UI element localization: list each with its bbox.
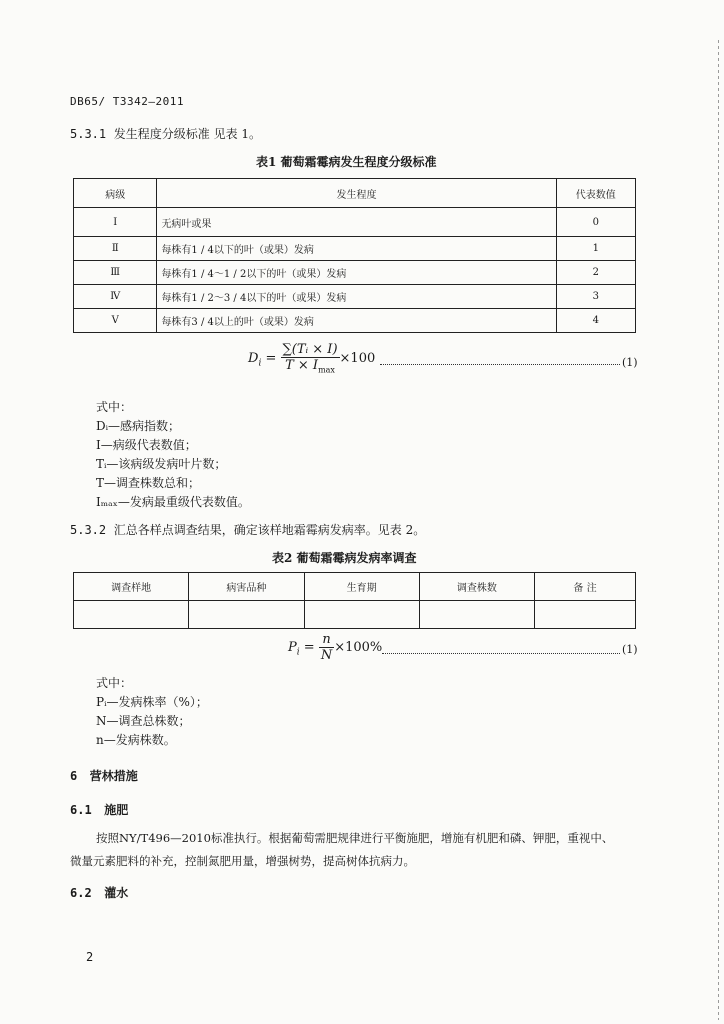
value-cell: 0 (556, 208, 635, 237)
scan-edge (718, 40, 719, 1020)
where-title: 式中： (96, 400, 133, 414)
table-row (74, 261, 636, 285)
where-item: Dᵢ—感病指数； (96, 419, 181, 433)
formula-denominator: N (320, 648, 333, 663)
where-item: N—调查总株数； (96, 714, 191, 728)
clause-5-3-2 (70, 521, 425, 538)
clause-text: 汇总各样点调查结果，确定该样地霜霉病发病率。见表 2。 (113, 523, 426, 537)
clause-number: 5.3.1 (70, 127, 107, 141)
formula-disease-index (248, 342, 375, 375)
header-cell: 备 注 (535, 573, 636, 601)
header-cell: 调查样地 (74, 573, 189, 601)
header-cell: 病害品种 (189, 573, 304, 601)
formula-fraction (281, 342, 340, 375)
section-6-2-heading (70, 884, 128, 901)
empty-cell (189, 601, 304, 629)
clause-number: 5.3.2 (70, 523, 107, 537)
formula-lhs: D (248, 350, 259, 366)
header-cell: 生育期 (304, 573, 419, 601)
equation-number: (1) (622, 643, 638, 656)
formula-numerator: n (319, 632, 334, 648)
section-title: 施肥 (104, 803, 129, 817)
page-number: 2 (86, 950, 94, 964)
formula-tail: ×100% (334, 640, 383, 655)
clause-text: 发生程度分级标准 见表 1。 (113, 127, 262, 141)
formula-lhs: P (288, 640, 297, 655)
clause-5-3-1 (70, 125, 261, 142)
table1-caption: 表1 葡萄霜霉病发生程度分级标准 (256, 155, 437, 169)
where-item: n—发病株数。 (96, 733, 176, 747)
where-item: T—调查株数总和； (96, 476, 201, 490)
formula-lhs-sub: i (296, 647, 300, 658)
formula-incidence-rate (288, 632, 382, 663)
grade-cell: Ⅴ (74, 309, 157, 333)
value-cell: 2 (556, 261, 635, 285)
formula-den-main: T × I (285, 358, 319, 373)
formula-fraction (319, 632, 334, 663)
section-title: 营林措施 (89, 769, 138, 783)
table-header-row (74, 179, 636, 208)
formula-equals: = (265, 350, 277, 366)
table-row (74, 237, 636, 261)
table-row (74, 309, 636, 333)
value-cell: 1 (556, 237, 635, 261)
section-6-heading (70, 767, 138, 784)
severity-cell: 每株有1 / 4以下的叶（或果）发病 (157, 237, 556, 261)
table-header-row (74, 573, 636, 601)
formula-numerator: ∑(Tᵢ × I) (282, 342, 338, 357)
section-title: 灌水 (104, 886, 129, 900)
paragraph-line: 微量元素肥料的补充，控制氮肥用量，增强树势，提高树体抗病力。 (70, 854, 415, 868)
leader-dots (382, 653, 620, 654)
equation-number: (1) (622, 356, 638, 369)
table2-caption: 表2 葡萄霜霉病发病率调查 (272, 551, 417, 565)
where-item: I—病级代表数值； (96, 438, 197, 452)
formula-den-sub: max (318, 365, 335, 375)
value-cell: 3 (556, 285, 635, 309)
header-cell: 调查株数 (419, 573, 534, 601)
formula-denominator (281, 358, 340, 375)
section-number: 6.2 (70, 886, 92, 900)
value-cell: 4 (556, 309, 635, 333)
table-row (74, 601, 636, 629)
grade-cell: Ⅳ (74, 285, 157, 309)
standard-code: DB65/ T3342—2011 (70, 95, 184, 108)
leader-dots (380, 364, 620, 365)
section-number: 6.1 (70, 803, 92, 817)
table-row (74, 208, 636, 237)
empty-cell (419, 601, 534, 629)
grade-cell: Ⅲ (74, 261, 157, 285)
empty-cell (535, 601, 636, 629)
where-item: Tᵢ—该病级发病叶片数； (96, 457, 227, 471)
formula-lhs-sub: i (258, 358, 262, 369)
where-item: Pᵢ—发病株率（%）； (96, 695, 208, 709)
paragraph-line: 按照NY/T496—2010标准执行。根据葡萄需肥规律进行平衡施肥，增施有机肥和磷、钾肥，重视中、 (96, 831, 614, 845)
section-6-1-heading (70, 801, 128, 818)
severity-cell: 每株有1 / 4～1 / 2以下的叶（或果）发病 (157, 261, 556, 285)
table-row (74, 285, 636, 309)
table2 (73, 572, 636, 629)
formula-equals: = (303, 640, 315, 655)
table1 (73, 178, 636, 333)
severity-cell: 无病叶或果 (157, 208, 556, 237)
header-cell: 代表数值 (556, 179, 635, 208)
where-title: 式中： (96, 676, 133, 690)
grade-cell: Ⅰ (74, 208, 157, 237)
grade-cell: Ⅱ (74, 237, 157, 261)
empty-cell (74, 601, 189, 629)
severity-cell: 每株有3 / 4以上的叶（或果）发病 (157, 309, 556, 333)
where-item: Iₘₐₓ—发病最重级代表数值。 (96, 495, 250, 509)
formula-tail: ×100 (339, 350, 376, 366)
header-cell: 病级 (74, 179, 157, 208)
header-cell: 发生程度 (157, 179, 556, 208)
empty-cell (304, 601, 419, 629)
section-number: 6 (70, 769, 78, 783)
severity-cell: 每株有1 / 2～3 / 4以下的叶（或果）发病 (157, 285, 556, 309)
